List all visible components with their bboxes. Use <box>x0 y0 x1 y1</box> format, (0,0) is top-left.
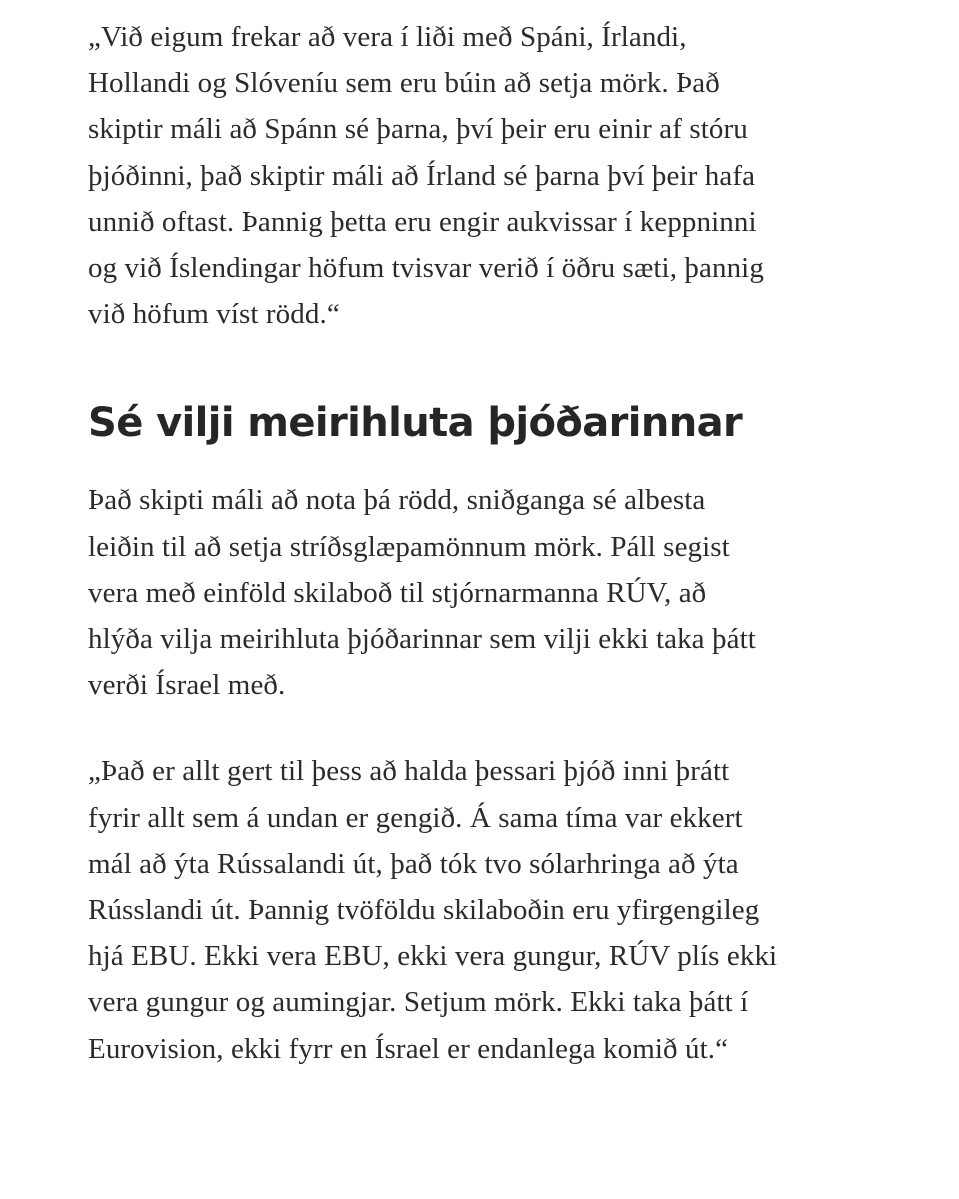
text-line: Rússlandi út. Þannig tvöföldu skilaboðin eru yfirgengileg <box>88 894 760 927</box>
text-line: „Það er allt gert til þess að halda þessari þjóð inni þrátt <box>88 755 730 788</box>
text-line: Eurovision, ekki fyrr en Ísrael er endanlega komið út.“ <box>88 1032 729 1065</box>
article-body <box>88 14 878 1072</box>
text-line: vera gungur og aumingjar. Setjum mörk. Ekki taka þátt í <box>88 986 749 1019</box>
text-line: fyrir allt sem á undan er gengið. Á sama tíma var ekkert <box>88 801 743 834</box>
section-heading: Sé vilji meirihluta þjóðarinnar <box>88 400 743 447</box>
text-line: þjóðinni, það skiptir máli að Írland sé þarna því þeir hafa <box>88 159 756 192</box>
text-line: hlýða vilja meirihluta þjóðarinnar sem vilji ekki taka þátt <box>88 623 756 656</box>
text-line: vera með einföld skilaboð til stjórnarmanna RÚV, að <box>88 576 707 609</box>
text-line: hjá EBU. Ekki vera EBU, ekki vera gungur, RÚV plís ekki <box>88 940 778 973</box>
body-paragraph <box>88 477 878 708</box>
text-line: og við Íslendingar höfum tvisvar verið í öðru sæti, þannig <box>88 252 764 285</box>
text-line: „Við eigum frekar að vera í liði með Spáni, Írlandi, <box>88 21 687 53</box>
text-line: mál að ýta Rússalandi út, það tók tvo sólarhringa að ýta <box>88 847 739 880</box>
quote-paragraph <box>88 14 878 337</box>
quote-paragraph <box>88 748 878 1071</box>
text-line: leiðin til að setja stríðsglæpamönnum mörk. Páll segist <box>88 530 730 563</box>
text-line: Hollandi og Slóveníu sem eru búin að setja mörk. Það <box>88 67 720 100</box>
text-line: verði Ísrael með. <box>88 669 286 702</box>
text-line: við höfum víst rödd.“ <box>88 298 340 331</box>
text-line: skiptir máli að Spánn sé þarna, því þeir eru einir af stóru <box>88 113 748 146</box>
text-line: unnið oftast. Þannig þetta eru engir aukvissar í keppninni <box>88 205 757 238</box>
text-line: Það skipti máli að nota þá rödd, sniðganga sé albesta <box>88 484 706 517</box>
